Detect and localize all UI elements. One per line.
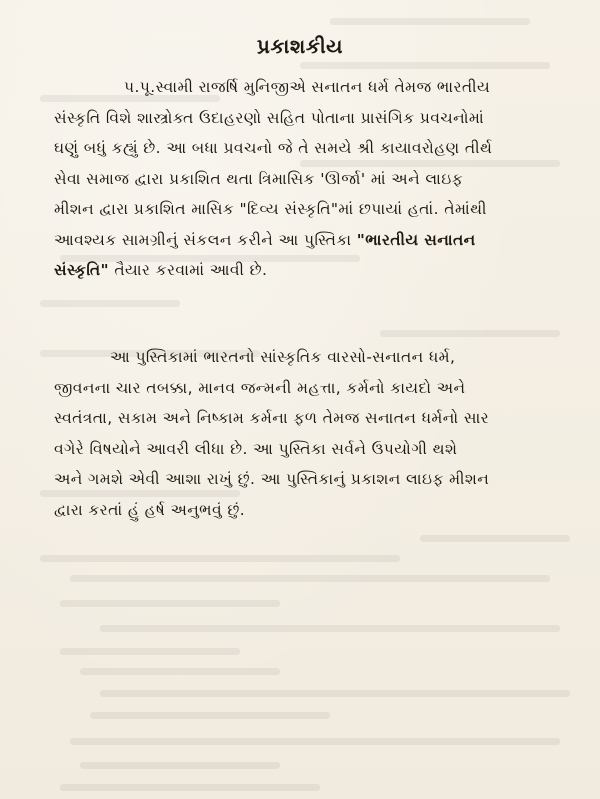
text-line: સેવા સમાજ દ્વારા પ્રકાશિત થતા ત્રિમાસિક 'ઊર્જા' માં અને લાઇફ <box>54 169 464 188</box>
book-title-bold: "ભારતીય સનાતન <box>356 230 476 249</box>
text-line <box>54 255 574 286</box>
text-line: વગેરે વિષયોને આવરી લીધા છે. આ પુસ્તિકા સર્વને ઉપયોગી થશે <box>54 439 458 458</box>
paragraph-2 <box>54 342 574 525</box>
text-line: મીશન દ્વારા પ્રકાશિત માસિક "દિવ્ય સંસ્કૃતિ"માં છપાયાં હતાં. તેમાંથી <box>54 200 487 218</box>
text-line: દ્વારા કરતાં હું હર્ષ અનુભવું છું. <box>54 500 246 519</box>
book-title-bold: સંસ્કૃતિ" <box>54 261 110 279</box>
text-line: અને ગમશે એવી આશા રાખું છું. આ પુસ્તિકાનું પ્રકાશન લાઇફ મીશન <box>54 470 490 488</box>
paragraph-1 <box>54 72 574 286</box>
text-segment: તૈયાર કરવામાં આવી છે. <box>109 261 268 279</box>
text-line: પ.પૂ.સ્વામી રાજર્ષિ મુનિજીએ સનાતન ધર્મ તેમજ ભારતીય <box>124 78 491 96</box>
text-line <box>54 225 574 256</box>
page-title: પ્રકાશકીય <box>256 34 344 58</box>
text-line: ઘણું બધું કહ્યું છે. આ બધા પ્રવચનો જે તે સમયે શ્રી કાયાવરોહણ તીર્થ <box>54 139 493 157</box>
text-line: જીવનના ચાર તબક્કા, માનવ જન્મની મહત્તા, કર્મનો કાયદો અને <box>54 378 466 397</box>
text-line: સ્વતંત્રતા, સકામ અને નિષ્કામ કર્મના ફળ તેમજ સનાતન ધર્મનો સાર <box>54 409 490 427</box>
text-segment: આવશ્યક સામગ્રીનું સંકલન કરીને આ પુસ્તિકા <box>54 230 357 249</box>
text-line: આ પુસ્તિકામાં ભારતનો સાંસ્કૃતિક વારસો-સનાતન ધર્મ, <box>110 348 456 366</box>
text-line: સંસ્કૃતિ વિશે શાસ્ત્રોક્ત ઉદાહરણો સહિત પોતાના પ્રાસંગિક પ્રવચનોમાં <box>54 108 485 127</box>
